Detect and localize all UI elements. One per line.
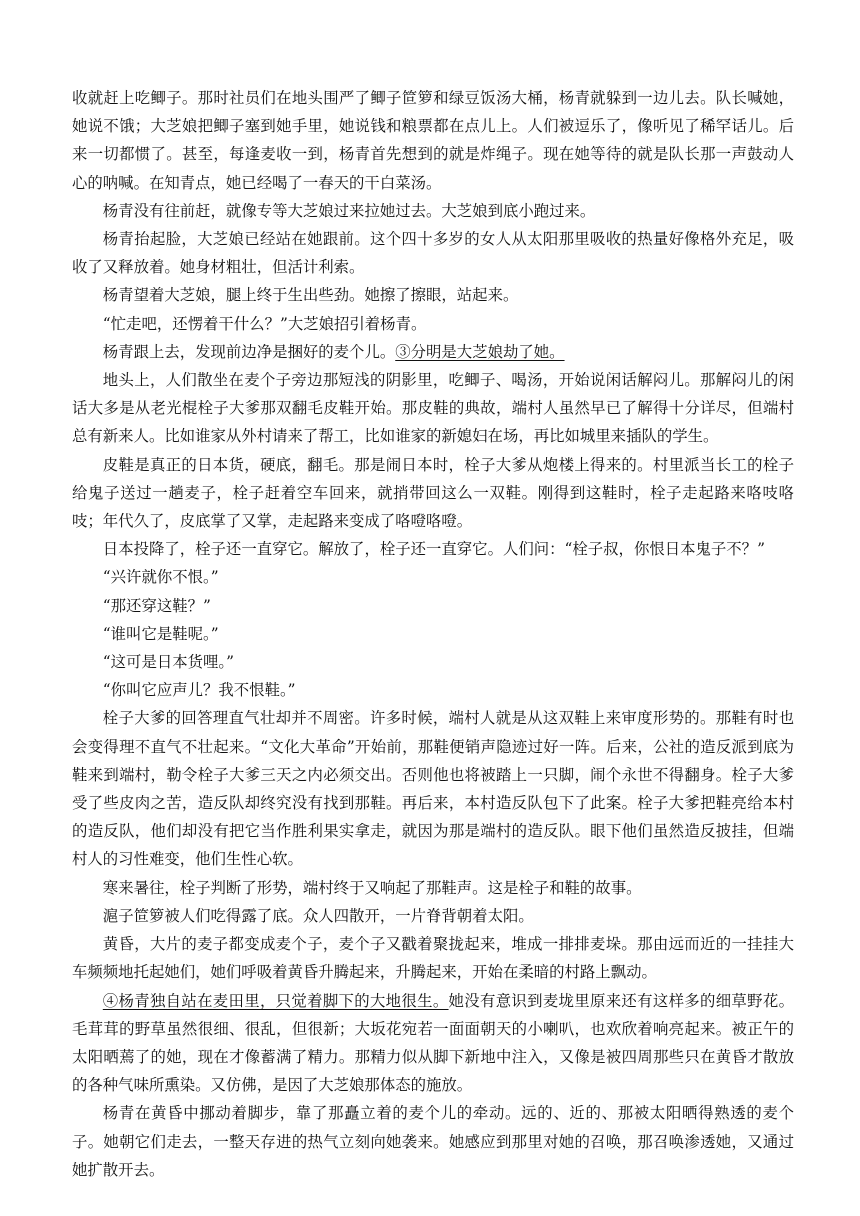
paragraph-18: 黄昏，大片的麦子都变成麦个子，麦个子又戳着聚拢起来，堆成一排排麦垛。那由远而近的一挂挂大车频频地托起她们，她们呼吸着黄昏升腾起来，升腾起来，开始在柔暗的村路上飘动。 [72,935,794,982]
paragraph-10: “兴许就你不恨。” [102,568,219,587]
paragraph-1: 收就赶上吃鲫子。那时社员们在地头围严了鲫子笸箩和绿豆饭汤大桶，杨青就躲到一边儿去。队长喊她，她说不饿；大芝娘把鲫子塞到她手里，她说钱和粮票都在点儿上。人们被逗乐了，像听见了稀罕话儿。后来一切都惯了。甚至，每逢麦收一到，杨青首先想到的就是炸绳子。现在她等待的就是队长那一声鼓动人心的呐喊。在知青点，她已经喝了一春天的干白菜汤。 [72,89,794,192]
paragraph-19-text: 她没有意识到麦垅里原来还有这样多的细草野花。毛茸茸的野草虽然很细、很乱，但很新；大坂花宛若一面面朝天的小喇叭，也欢欣着响亮起来。被正午的太阳晒蔫了的她，现在才像蓄满了精力。那精力似从脚下新地中注入，又像是被四周那些只在黄昏才散放的各种气味所熏染。又仿佛，是因了大芝娘那体态的施放。 [72,991,794,1095]
paragraph-3: 杨青抬起脸，大芝娘已经站在她跟前。这个四十多岁的女人从太阳那里吸收的热量好像格外充足，吸收了又释放着。她身材粗壮，但活计利索。 [72,230,794,277]
underlined-sentence-3: ③分明是大芝娘劫了她。 [395,342,565,361]
underlined-sentence-4: ④杨青独自站在麦田里，只觉着脚下的大地很生。 [102,991,449,1010]
paragraph-13: “这可是日本货哩。” [102,653,234,672]
paragraph-20: 杨青在黄昏中挪动着脚步，靠了那矗立着的麦个儿的牵动。远的、近的、那被太阳晒得熟透的麦个子。她朝它们走去，一整天存进的热气立刻向她袭来。她感应到那里对她的召唤，那召唤渗透她，又通过她扩散开去。 [72,1104,794,1179]
paragraph-7: 地头上，人们散坐在麦个子旁边那短浅的阴影里，吃鲫子、喝汤，开始说闲话解闷儿。那解闷儿的闲话大多是从老光棍栓子大爹那双翻毛皮鞋开始。那皮鞋的典故，端村人虽然早已了解得十分详尽，但端村总有新来人。比如谁家从外村请来了帮工，比如谁家的新媳妇在场，再比如城里来插队的学生。 [72,371,794,446]
paragraph-9: 日本投降了，栓子还一直穿它。解放了，栓子还一直穿它。人们问：“栓子叔，你恨日本鬼子不？” [102,540,765,559]
paragraph-2: 杨青没有往前赶，就像专等大芝娘过来拉她过去。大芝娘到底小跑过来。 [102,201,596,220]
paragraph-16: 寒来暑往，栓子判断了形势，端村终于又响起了那鞋声。这是栓子和鞋的故事。 [102,878,642,897]
paragraph-8: 皮鞋是真正的日本货，硬底，翻毛。那是闹日本时，栓子大爹从炮楼上得来的。村里派当长工的栓子给鬼子送过一趟麦子，栓子赶着空车回来，就捎带回这么一双鞋。刚得到这鞋时，栓子走起路来咯吱咯吱；年代久了，皮底掌了又掌，走起路来变成了咯噔咯噔。 [72,455,794,531]
paragraph-15: 栓子大爹的回答理直气壮却并不周密。许多时候，端村人就是从这双鞋上来审度形势的。那鞋有时也会变得理不直气不壮起来。“文化大革命”开始前，那鞋便销声隐迹过好一阵。后来，公社的造反派到底为鞋来到端村，勒令栓子大爹三天之内必须交出。否则他也将被踏上一只脚，闹个永世不得翻身。栓子大爹受了些皮肉之苦，造反队却终究没有找到那鞋。再后来，本村造反队包下了此案。栓子大爹把鞋亮给本村的造反队，他们却没有把它当作胜利果实拿走，就因为那是端村的造反队。眼下他们虽然造反披挂，但端村人的习性难变，他们生性心软。 [72,709,794,869]
paragraph-4: 杨青望着大芝娘，腿上终于生出些劲。她擦了擦眼，站起来。 [102,286,519,305]
paragraph-6 [72,338,794,366]
paragraph-19 [72,987,794,1100]
document-page [72,84,794,1184]
paragraph-17: 滬子笸箩被人们吃得露了底。众人四散开，一片脊背朝着太阳。 [102,906,534,925]
paragraph-12: “谁叫它是鞋呢。” [102,624,219,643]
paragraph-14: “你叫它应声儿？我不恨鞋。” [102,681,296,700]
paragraph-11: “那还穿这鞋？” [102,596,211,615]
paragraph-5: “忙走吧，还愣着干什么？”大芝娘招引着杨青。 [102,314,427,333]
paragraph-6-text: 杨青跟上去，发现前边净是捆好的麦个儿。 [102,342,396,361]
